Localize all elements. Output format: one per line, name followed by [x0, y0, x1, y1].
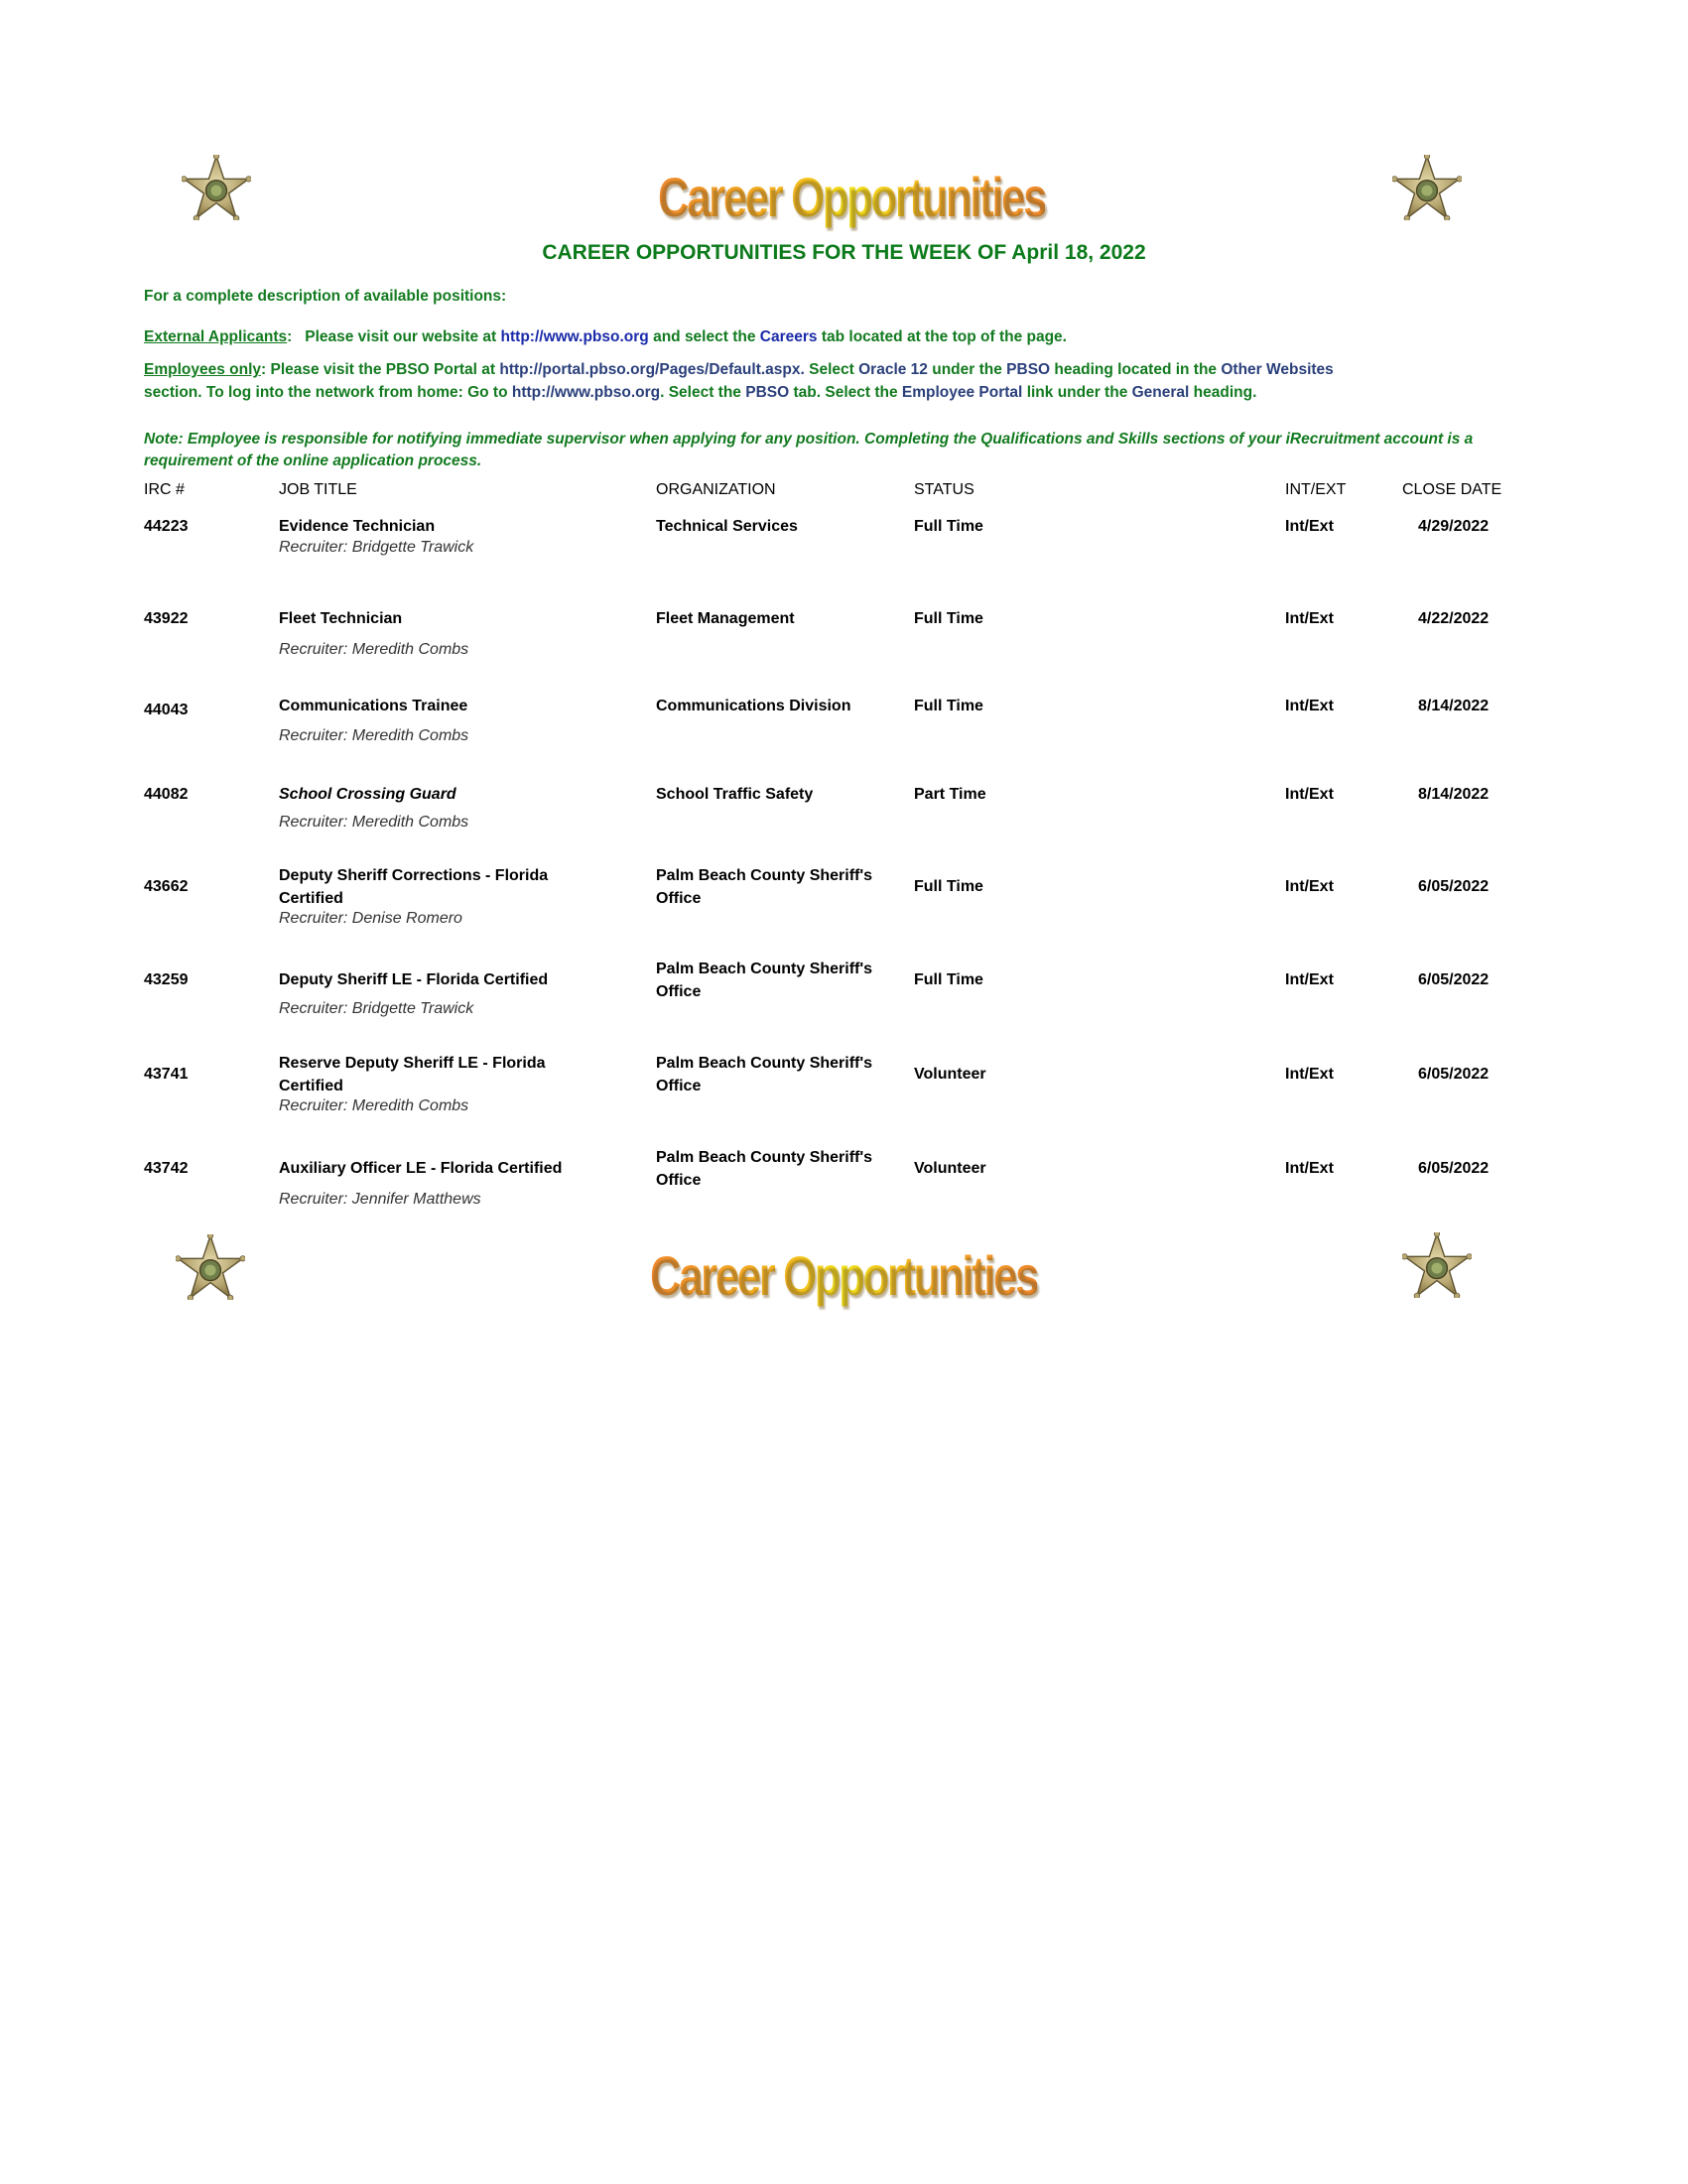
- int-ext: Int/Ext: [1285, 1066, 1334, 1083]
- status: Full Time: [914, 698, 983, 714]
- intro-text: For a complete description of available positions:: [144, 288, 507, 305]
- column-header-status: STATUS: [914, 481, 974, 498]
- job-title-link[interactable]: Auxiliary Officer LE - Florida Certified: [279, 1160, 563, 1177]
- irc-number: 44043: [144, 702, 189, 718]
- close-date: 8/14/2022: [1418, 786, 1490, 803]
- sheriff-star-icon: [176, 1234, 245, 1300]
- recruiter-name: Recruiter: Meredith Combs: [279, 641, 469, 658]
- sheriff-star-icon: [1392, 155, 1462, 220]
- status: Full Time: [914, 518, 983, 535]
- recruiter-name: Recruiter: Bridgette Trawick: [279, 1000, 474, 1017]
- close-date: 4/29/2022: [1418, 518, 1490, 535]
- note-text: Note: Employee is responsible for notifying immediate supervisor when applying for any position. Completing the Qualifications and Skills sections of your iRecruitment account is a requirement of the online application process.: [144, 431, 1474, 469]
- close-date: 6/05/2022: [1418, 1160, 1490, 1177]
- external-applicants-label: External Applicants: [144, 328, 288, 345]
- organization: Fleet Management: [656, 610, 795, 627]
- organization: Technical Services: [656, 518, 798, 535]
- job-title-link[interactable]: School Crossing Guard: [279, 786, 456, 803]
- external-applicants-line: External Applicants: Please visit our website at http://www.pbso.org and select the Careers tab located at the top of the page.: [144, 328, 1067, 345]
- pbso-home-link[interactable]: http://www.pbso.org: [511, 384, 661, 401]
- irc-number: 44082: [144, 786, 189, 803]
- irc-number: 43662: [144, 878, 189, 895]
- job-title-link[interactable]: Fleet Technician: [279, 610, 403, 627]
- column-header-close-date: CLOSE DATE: [1402, 481, 1502, 498]
- column-header-irc: IRC #: [144, 481, 185, 498]
- pbso-website-link[interactable]: http://www.pbso.org: [500, 328, 649, 345]
- irc-number: 43922: [144, 610, 189, 627]
- irc-number: 43741: [144, 1066, 189, 1083]
- page-headline: CAREER OPPORTUNITIES FOR THE WEEK OF April 18, 2022: [542, 241, 1146, 264]
- job-title-link[interactable]: Evidence Technician: [279, 518, 436, 535]
- irc-number: 43259: [144, 971, 189, 988]
- column-header-organization: ORGANIZATION: [656, 481, 776, 498]
- sheriff-star-icon: [182, 155, 251, 220]
- careers-tab-link[interactable]: Careers: [759, 328, 818, 345]
- close-date: 6/05/2022: [1418, 1066, 1490, 1083]
- organization: Communications Division: [656, 698, 851, 714]
- close-date: 4/22/2022: [1418, 610, 1490, 627]
- status: Full Time: [914, 971, 983, 988]
- career-opportunities-banner-top: Career Opportunities: [658, 166, 1046, 228]
- recruiter-name: Recruiter: Jennifer Matthews: [279, 1191, 481, 1208]
- recruiter-name: Recruiter: Meredith Combs: [279, 727, 469, 744]
- recruiter-name: Recruiter: Meredith Combs: [279, 1097, 469, 1114]
- status: Full Time: [914, 610, 983, 627]
- employees-line-1: Employees only: Please visit the PBSO Portal at http://portal.pbso.org/Pages/Default.aspx. Select Oracle 12 under the PBSO heading located in the Other Websites: [144, 361, 1334, 378]
- job-title-link[interactable]: Deputy Sheriff LE - Florida Certified: [279, 971, 549, 988]
- status: Volunteer: [914, 1066, 986, 1083]
- recruiter-name: Recruiter: Bridgette Trawick: [279, 539, 474, 556]
- int-ext: Int/Ext: [1285, 518, 1334, 535]
- status: Part Time: [914, 786, 986, 803]
- sheriff-star-icon: [1402, 1232, 1472, 1298]
- organization: Palm Beach County Sheriff's Office: [656, 1055, 873, 1094]
- career-opportunities-banner-bottom: Career Opportunities: [650, 1244, 1038, 1307]
- pbso-portal-link[interactable]: http://portal.pbso.org/Pages/Default.aspx.: [499, 361, 805, 378]
- organization: Palm Beach County Sheriff's Office: [656, 1149, 873, 1189]
- organization: Palm Beach County Sheriff's Office: [656, 961, 873, 1000]
- status: Volunteer: [914, 1160, 986, 1177]
- employees-only-label: Employees only: [144, 361, 262, 378]
- job-title-link[interactable]: Communications Trainee: [279, 698, 468, 714]
- int-ext: Int/Ext: [1285, 1160, 1334, 1177]
- irc-number: 44223: [144, 518, 189, 535]
- close-date: 6/05/2022: [1418, 878, 1490, 895]
- column-header-job-title: JOB TITLE: [279, 481, 357, 498]
- recruiter-name: Recruiter: Denise Romero: [279, 910, 462, 927]
- int-ext: Int/Ext: [1285, 786, 1334, 803]
- int-ext: Int/Ext: [1285, 971, 1334, 988]
- irc-number: 43742: [144, 1160, 189, 1177]
- employees-line-2: section. To log into the network from home: Go to http://www.pbso.org. Select the PBSO tab. Select the Employee Portal link under the General heading.: [144, 384, 1257, 401]
- organization: School Traffic Safety: [656, 786, 814, 803]
- close-date: 8/14/2022: [1418, 698, 1490, 714]
- close-date: 6/05/2022: [1418, 971, 1490, 988]
- int-ext: Int/Ext: [1285, 698, 1334, 714]
- job-title-link[interactable]: Reserve Deputy Sheriff LE - Florida Certified: [279, 1055, 546, 1094]
- column-header-int-ext: INT/EXT: [1285, 481, 1347, 498]
- job-title-link[interactable]: Deputy Sheriff Corrections - Florida Certified: [279, 867, 549, 907]
- organization: Palm Beach County Sheriff's Office: [656, 867, 873, 907]
- status: Full Time: [914, 878, 983, 895]
- int-ext: Int/Ext: [1285, 610, 1334, 627]
- recruiter-name: Recruiter: Meredith Combs: [279, 814, 469, 831]
- int-ext: Int/Ext: [1285, 878, 1334, 895]
